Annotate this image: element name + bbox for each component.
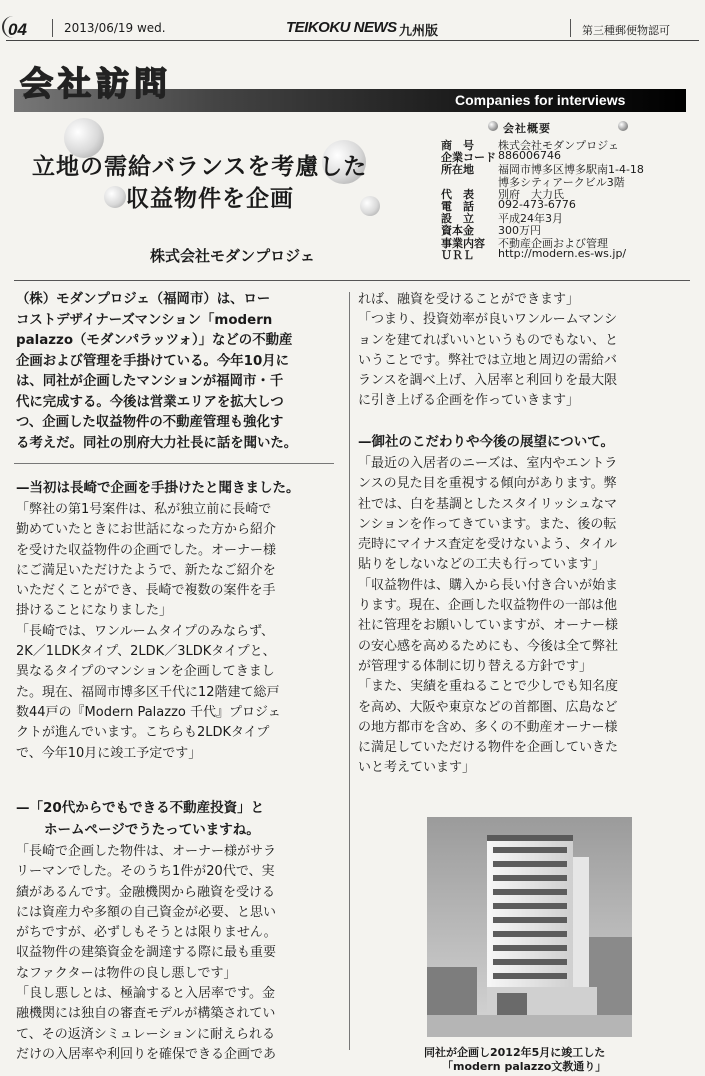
text-line: だけの入居率や利回りを確保できる企画であ — [16, 1046, 277, 1062]
profile-value: 886006746 — [498, 149, 561, 163]
text-line: ンションを作ってきています。また、後の転 — [358, 516, 617, 532]
profile-label: ＵＲＬ — [441, 248, 474, 262]
text-line: ンスの見た目を重視する傾向があります。弊 — [358, 476, 617, 492]
text-line: 「長崎では、ワンルームタイプのみならず、 — [16, 623, 274, 639]
text-line: いうことです。弊社では立地と周辺の需給バ — [358, 352, 617, 368]
profile-label: 企業コード — [441, 151, 496, 165]
text-line: 売時にマイナス査定を受けないよう、タイル — [358, 537, 617, 553]
text-line: 社に管理をお願いしていますが、オーナー様 — [358, 618, 619, 634]
text-line: に引き上げる企画を作っていきます」 — [358, 393, 580, 409]
page-number: 04 — [8, 20, 27, 39]
text-line: いただくことができ、長崎で複数の案件を手 — [16, 583, 276, 599]
profile-value: 福岡市博多区博多駅南1-4-18 — [498, 163, 644, 177]
text-line: palazzo（モダンパラッツォ）」などの不動産 — [16, 333, 293, 348]
header-separator — [52, 19, 53, 37]
question-1: —当初は長崎で企画を手掛けたと聞きました。 — [16, 480, 300, 496]
profile-label: 所在地 — [441, 163, 474, 177]
profile-label: 事業内容 — [441, 236, 485, 250]
text-line: 数44戸の『Modern Palazzo 千代』プロジェ — [16, 704, 281, 720]
text-line: コストデザイナーズマンション「modern — [16, 312, 273, 328]
profile-label: 商 号 — [441, 139, 474, 152]
text-line: ランスを調べ上げ、入居率と利回りを最大限 — [358, 373, 618, 389]
text-line: リーマンでした。そのうち1件が20代で、実 — [16, 864, 275, 880]
text-line: 2K／1LDKタイプ、2LDK／3LDKタイプと、 — [16, 644, 276, 660]
text-line: 収益物件の建築資金を調達する際に最も重要 — [16, 945, 277, 961]
text-line: 「弊社の第1号案件は、私が独立前に長崎で — [16, 502, 272, 517]
bullet-icon — [618, 121, 628, 131]
building-illustration — [427, 817, 632, 1037]
profile-value: 博多シティアークビル3階 — [498, 175, 625, 189]
text-line: には資産力や多額の自己資金が必要、と思い — [16, 904, 277, 920]
text-line: 績があるんです。金融機関から融資を受ける — [16, 884, 275, 900]
building-photo — [427, 817, 632, 1037]
text-line: は、同社が企画したマンションが福岡市・千 — [16, 374, 284, 389]
text-line: 社では、白を基調としたスタイリッシュなマ — [358, 496, 617, 512]
bullet-icon — [488, 121, 498, 131]
text-line: 「また、実績を重ねることで少しでも知名度 — [358, 679, 619, 695]
text-line: の安心感を高めるためにも、今後は全て弊社 — [358, 638, 619, 654]
profile-value: 平成24年3月 — [498, 212, 563, 226]
photo-caption-line-2: 「modern palazzo文教通り」 — [442, 1060, 607, 1073]
page-header — [0, 0, 705, 44]
edition-label: 九州版 — [399, 24, 439, 39]
text-line: 「つまり、投資効率が良いワンルームマンシ — [358, 312, 618, 328]
lead-divider — [14, 463, 334, 464]
answer-2-continued — [358, 290, 618, 412]
headline-line-1: 立地の需給バランスを考慮した — [32, 153, 368, 180]
question-2-line-1: —「20代からでもできる不動産投資」と — [16, 800, 265, 816]
text-line: 掛けることになりました」 — [16, 603, 173, 619]
text-line: ります。現在、企画した収益物件の一部は他 — [358, 598, 617, 614]
photo-caption-line-1: 同社が企画し2012年5月に竣工した — [424, 1046, 606, 1059]
text-line: る考えだ。同社の別府大力社長に話を聞いた。 — [16, 435, 298, 451]
profile-value: 300万円 — [498, 224, 541, 238]
profile-value: http://modern.es-ws.jp/ — [498, 246, 627, 260]
header-separator — [570, 19, 571, 37]
text-line: 「長崎で企画した物件は、オーナー様がサラ — [16, 844, 277, 859]
text-line: で、今年10月に竣工予定です」 — [16, 745, 202, 761]
issue-date: 2013/06/19 wed. — [64, 21, 166, 35]
section-title-japanese: 会社訪問 — [20, 64, 172, 103]
text-line: いと考えています」 — [358, 760, 476, 776]
text-line: 「良し悪しとは、極論すると入居率です。金 — [16, 986, 275, 1002]
text-line: にご満足いただけたようで、新たなご紹介を — [16, 562, 276, 578]
column-divider — [349, 292, 350, 1050]
text-line: なファクターは物件の良し悪しです」 — [16, 965, 237, 981]
profile-title: 会社概要 — [503, 122, 551, 135]
section-rule — [14, 280, 690, 281]
text-line: ョンを建てればいいというものでもない、と — [358, 332, 619, 348]
text-line: が管理する体制に切り替える方針です」 — [358, 658, 593, 674]
postal-note: 第三種郵便物認可 — [582, 24, 670, 37]
publication-logo: TEIKOKU NEWS — [286, 19, 397, 36]
answer-2 — [16, 842, 277, 1065]
text-line: クトが進んでいます。こちらも2LDKタイプ — [16, 725, 270, 741]
text-line: 代に完成する。今後は営業エリアを拡大しつ — [16, 394, 284, 410]
text-line: を受けた収益物件の企画でした。オーナー様 — [16, 542, 277, 558]
answer-3 — [358, 454, 618, 779]
question-3: —御社のこだわりや今後の展望について。 — [358, 434, 614, 450]
decorative-bubble — [104, 186, 126, 208]
text-line: 「収益物件は、購入から長い付き合いが始ま — [358, 577, 619, 593]
profile-label: 資本金 — [441, 224, 474, 238]
headline-line-2: 収益物件を企画 — [126, 185, 294, 212]
header-rule — [6, 40, 699, 41]
question-2-line-2: ホームページでうたっていますね。 — [44, 822, 260, 838]
profile-value: 不動産企画および管理 — [498, 236, 608, 250]
profile-value: 株式会社モダンプロジェ — [498, 139, 619, 152]
text-line: がちですが、必ずしもそうとは限りません。 — [16, 925, 277, 941]
section-title-english: Companies for interviews — [455, 92, 626, 108]
text-line: つ、企画した収益物件の不動産管理も強化す — [16, 415, 284, 430]
decorative-bubble — [360, 196, 380, 216]
text-line: た。現在、福岡市博多区千代に12階建て総戸 — [16, 684, 280, 700]
profile-label: 代 表 — [441, 187, 474, 201]
text-line: 勤めていたときにお世話になった方から紹介 — [16, 522, 277, 538]
text-line: 企画および管理を手掛けている。今年10月に — [16, 353, 290, 369]
text-line: （株）モダンプロジェ（福岡市）は、ロー — [16, 292, 271, 307]
text-line: に満足していただける物件を企画していきた — [358, 740, 619, 756]
profile-label: 電 話 — [441, 200, 474, 213]
company-name: 株式会社モダンプロジェ — [150, 247, 315, 265]
text-line: 融機関には独自の審査モデルが構築されてい — [16, 1006, 276, 1022]
answer-1 — [16, 500, 281, 764]
text-line: て、その返済シミュレーションに耐えられる — [16, 1026, 275, 1042]
profile-value: 別府 大力氏 — [498, 187, 564, 201]
text-line: 貼りをしないなどの工夫も行っています」 — [358, 557, 606, 573]
text-line: を高め、大阪や東京などの首都圏、広島など — [358, 699, 618, 715]
article-lead — [16, 290, 297, 454]
text-line: の地方都市を含め、多くの不動産オーナー様 — [358, 719, 618, 735]
profile-value: 092-473-6776 — [498, 198, 576, 211]
text-line: れば、融資を受けることができます」 — [358, 292, 580, 307]
profile-label: 設 立 — [441, 212, 474, 226]
text-line: 異なるタイプのマンションを企画してきまし — [16, 664, 275, 680]
text-line: 「最近の入居者のニーズは、室内やエントラ — [358, 456, 618, 471]
